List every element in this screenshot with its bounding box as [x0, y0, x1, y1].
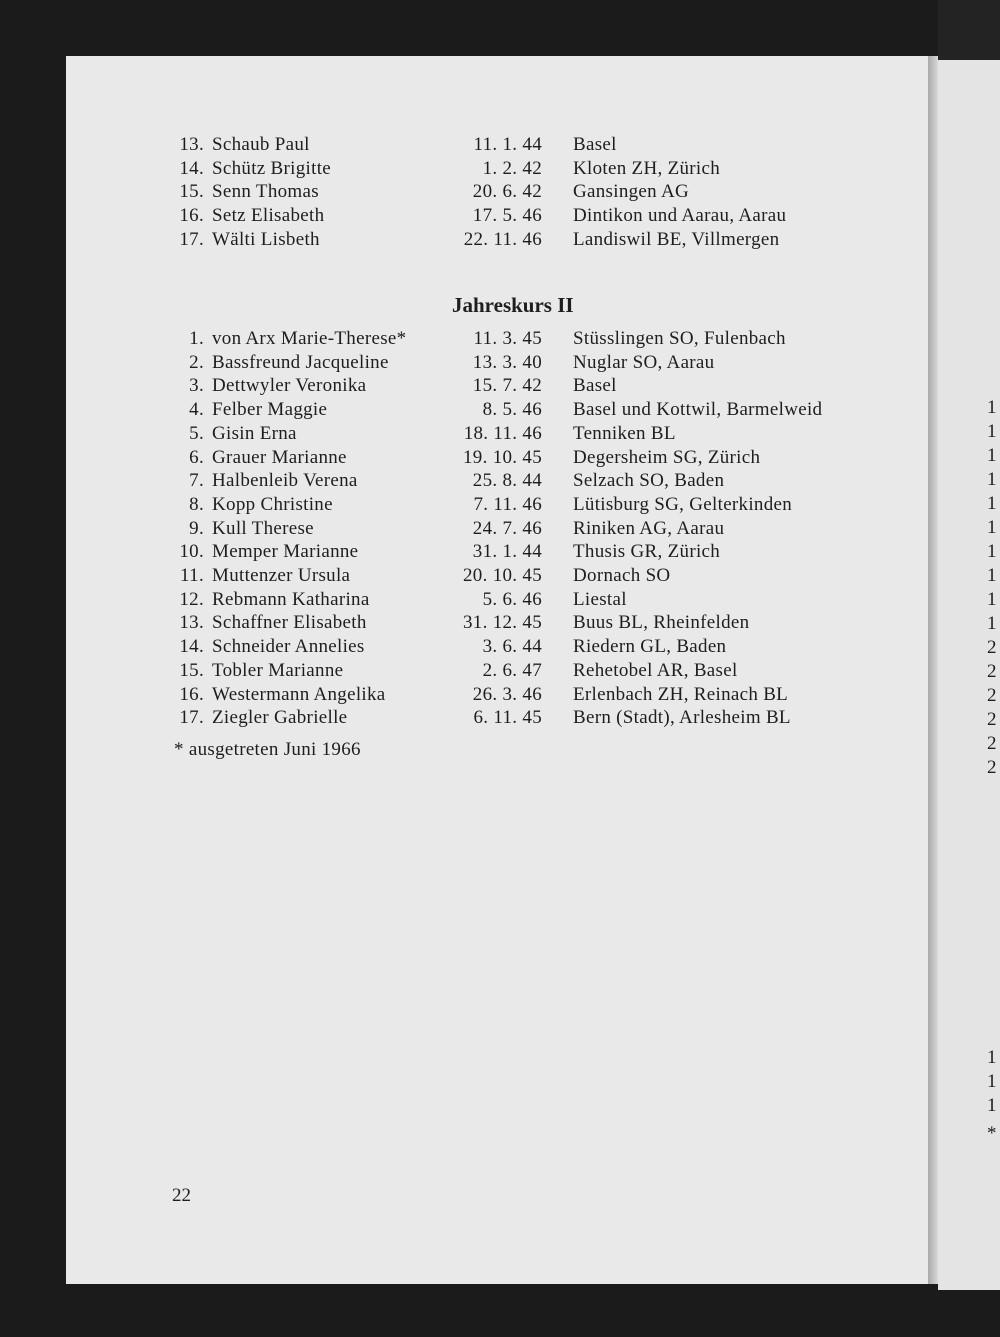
- hometown-residence: Riniken AG, Aarau: [573, 517, 725, 539]
- page-number: 22: [172, 1185, 191, 1206]
- student-name: Felber Maggie: [212, 399, 328, 421]
- list-row: [0, 469, 1000, 493]
- student-name: Schütz Brigitte: [212, 157, 332, 179]
- birth-date: 7. 11. 46: [473, 493, 542, 515]
- student-name: Kopp Christine: [212, 493, 333, 515]
- adjacent-page-glyph: *: [987, 1123, 997, 1144]
- adjacent-page-glyph: 1: [987, 397, 997, 418]
- hometown-residence: Selzach SO, Baden: [573, 470, 725, 492]
- hometown-residence: Tenniken BL: [573, 422, 676, 444]
- student-name: Dettwyler Veronika: [212, 375, 367, 397]
- list-row: [0, 446, 1000, 470]
- birth-date: 6. 11. 45: [473, 707, 542, 729]
- list-row: [0, 228, 1000, 252]
- adjacent-page-glyph: 1: [987, 1047, 997, 1068]
- hometown-residence: Kloten ZH, Zürich: [573, 157, 721, 179]
- footnote: * ausgetreten Juni 1966: [174, 739, 361, 760]
- hometown-residence: Riedern GL, Baden: [573, 636, 727, 658]
- birth-date: 20. 10. 45: [463, 565, 542, 586]
- student-name: Gisin Erna: [212, 422, 297, 444]
- birth-date: 11. 3. 45: [473, 328, 542, 349]
- student-name: Rebmann Katharina: [212, 588, 370, 610]
- hometown-residence: Erlenbach ZH, Reinach BL: [573, 683, 789, 705]
- adjacent-page-glyph: 1: [987, 1095, 997, 1116]
- adjacent-page-glyph: 1: [987, 613, 997, 634]
- birth-date: 17. 5. 46: [472, 205, 542, 227]
- list-row: [0, 327, 1000, 351]
- list-row: [0, 351, 1000, 375]
- hometown-residence: Landiswil BE, Villmergen: [573, 228, 780, 250]
- adjacent-page-glyph: 1: [987, 517, 997, 538]
- row-number: 5.: [189, 422, 204, 444]
- adjacent-page-glyph: 2: [987, 757, 997, 778]
- hometown-residence: Lütisburg SG, Gelterkinden: [573, 493, 793, 515]
- hometown-residence: Stüsslingen SO, Fulenbach: [573, 328, 786, 349]
- birth-date: 31. 1. 44: [472, 541, 542, 563]
- hometown-residence: Dornach SO: [573, 565, 671, 586]
- hometown-residence: Basel: [573, 375, 617, 397]
- row-number: 13.: [179, 612, 204, 634]
- row-number: 16.: [179, 205, 204, 227]
- row-number: 7.: [189, 470, 204, 492]
- student-name: Senn Thomas: [212, 181, 319, 203]
- student-name: Setz Elisabeth: [212, 205, 325, 227]
- adjacent-page-glyph: 1: [987, 493, 997, 514]
- student-name: Kull Therese: [212, 517, 314, 539]
- birth-date: 19. 10. 45: [463, 446, 542, 468]
- birth-date: 3. 6. 44: [482, 636, 542, 658]
- section-heading: Jahreskurs II: [452, 293, 574, 317]
- hometown-residence: Nuglar SO, Aarau: [573, 351, 715, 373]
- list-row: [0, 540, 1000, 564]
- row-number: 12.: [179, 588, 204, 610]
- row-number: 14.: [179, 636, 204, 658]
- list-row: [0, 611, 1000, 635]
- student-name: Wälti Lisbeth: [212, 228, 320, 250]
- adjacent-page-glyph: 1: [987, 421, 997, 442]
- list-row: [0, 493, 1000, 517]
- row-number: 1.: [189, 328, 204, 349]
- hometown-residence: Degersheim SG, Zürich: [573, 446, 761, 468]
- student-name: Grauer Marianne: [212, 446, 347, 468]
- birth-date: 18. 11. 46: [463, 422, 542, 444]
- list-row: [0, 180, 1000, 204]
- list-row: [0, 659, 1000, 683]
- birth-date: 11. 1. 44: [473, 134, 542, 155]
- student-name: Ziegler Gabrielle: [212, 707, 348, 729]
- scan-background: [938, 0, 1000, 60]
- row-number: 17.: [179, 228, 204, 250]
- row-number: 14.: [179, 157, 204, 179]
- list-row: [0, 564, 1000, 588]
- adjacent-page-glyph: 2: [987, 637, 997, 658]
- birth-date: 5. 6. 46: [482, 588, 542, 610]
- hometown-residence: Basel: [573, 134, 617, 155]
- student-name: Schaub Paul: [212, 134, 310, 155]
- adjacent-page-glyph: 1: [987, 1071, 997, 1092]
- student-name: Schneider Annelies: [212, 636, 365, 658]
- adjacent-page-glyph: 2: [987, 685, 997, 706]
- adjacent-page-glyph: 1: [987, 565, 997, 586]
- birth-date: 31. 12. 45: [463, 612, 542, 634]
- list-row: [0, 517, 1000, 541]
- student-name: von Arx Marie-Therese*: [212, 328, 407, 349]
- birth-date: 25. 8. 44: [472, 470, 542, 492]
- student-name: Schaffner Elisabeth: [212, 612, 367, 634]
- hometown-residence: Buus BL, Rheinfelden: [573, 612, 750, 634]
- student-name: Memper Marianne: [212, 541, 359, 563]
- birth-date: 22. 11. 46: [463, 228, 542, 250]
- adjacent-page-glyph: 2: [987, 661, 997, 682]
- list-row: [0, 683, 1000, 707]
- row-number: 10.: [179, 541, 204, 563]
- list-row: [0, 588, 1000, 612]
- adjacent-page-glyph: 2: [987, 709, 997, 730]
- student-name: Muttenzer Ursula: [212, 565, 351, 586]
- hometown-residence: Liestal: [573, 588, 627, 610]
- adjacent-page-glyph: 1: [987, 541, 997, 562]
- birth-date: 8. 5. 46: [482, 399, 542, 421]
- list-row: [0, 706, 1000, 730]
- row-number: 13.: [179, 134, 204, 155]
- row-number: 15.: [179, 181, 204, 203]
- hometown-residence: Bern (Stadt), Arlesheim BL: [573, 707, 791, 729]
- row-number: 15.: [179, 659, 204, 681]
- birth-date: 2. 6. 47: [482, 659, 542, 681]
- row-number: 6.: [189, 446, 204, 468]
- list-row: [0, 204, 1000, 228]
- list-row: [0, 422, 1000, 446]
- birth-date: 20. 6. 42: [472, 181, 542, 203]
- adjacent-page-glyph: 1: [987, 469, 997, 490]
- hometown-residence: Thusis GR, Zürich: [573, 541, 721, 563]
- adjacent-page-glyph: 2: [987, 733, 997, 754]
- row-number: 17.: [179, 707, 204, 729]
- birth-date: 1. 2. 42: [482, 157, 542, 179]
- row-number: 4.: [189, 399, 204, 421]
- birth-date: 26. 3. 46: [472, 683, 542, 705]
- list-row: [0, 398, 1000, 422]
- list-row: [0, 635, 1000, 659]
- row-number: 8.: [189, 493, 204, 515]
- row-number: 2.: [189, 351, 204, 373]
- row-number: 3.: [189, 375, 204, 397]
- row-number: 11.: [180, 565, 204, 586]
- list-row: [0, 133, 1000, 157]
- student-name: Halbenleib Verena: [212, 470, 358, 492]
- birth-date: 15. 7. 42: [472, 375, 542, 397]
- row-number: 16.: [179, 683, 204, 705]
- student-name: Bassfreund Jacqueline: [212, 351, 389, 373]
- student-name: Tobler Marianne: [212, 659, 344, 681]
- hometown-residence: Basel und Kottwil, Barmelweid: [573, 399, 823, 421]
- adjacent-page-glyph: 1: [987, 445, 997, 466]
- list-row: [0, 374, 1000, 398]
- row-number: 9.: [189, 517, 204, 539]
- birth-date: 13. 3. 40: [472, 351, 542, 373]
- hometown-residence: Rehetobel AR, Basel: [573, 659, 738, 681]
- student-name: Westermann Angelika: [212, 683, 386, 705]
- adjacent-page-glyph: 1: [987, 589, 997, 610]
- birth-date: 24. 7. 46: [472, 517, 542, 539]
- hometown-residence: Gansingen AG: [573, 181, 690, 203]
- hometown-residence: Dintikon und Aarau, Aarau: [573, 205, 787, 227]
- list-row: [0, 157, 1000, 181]
